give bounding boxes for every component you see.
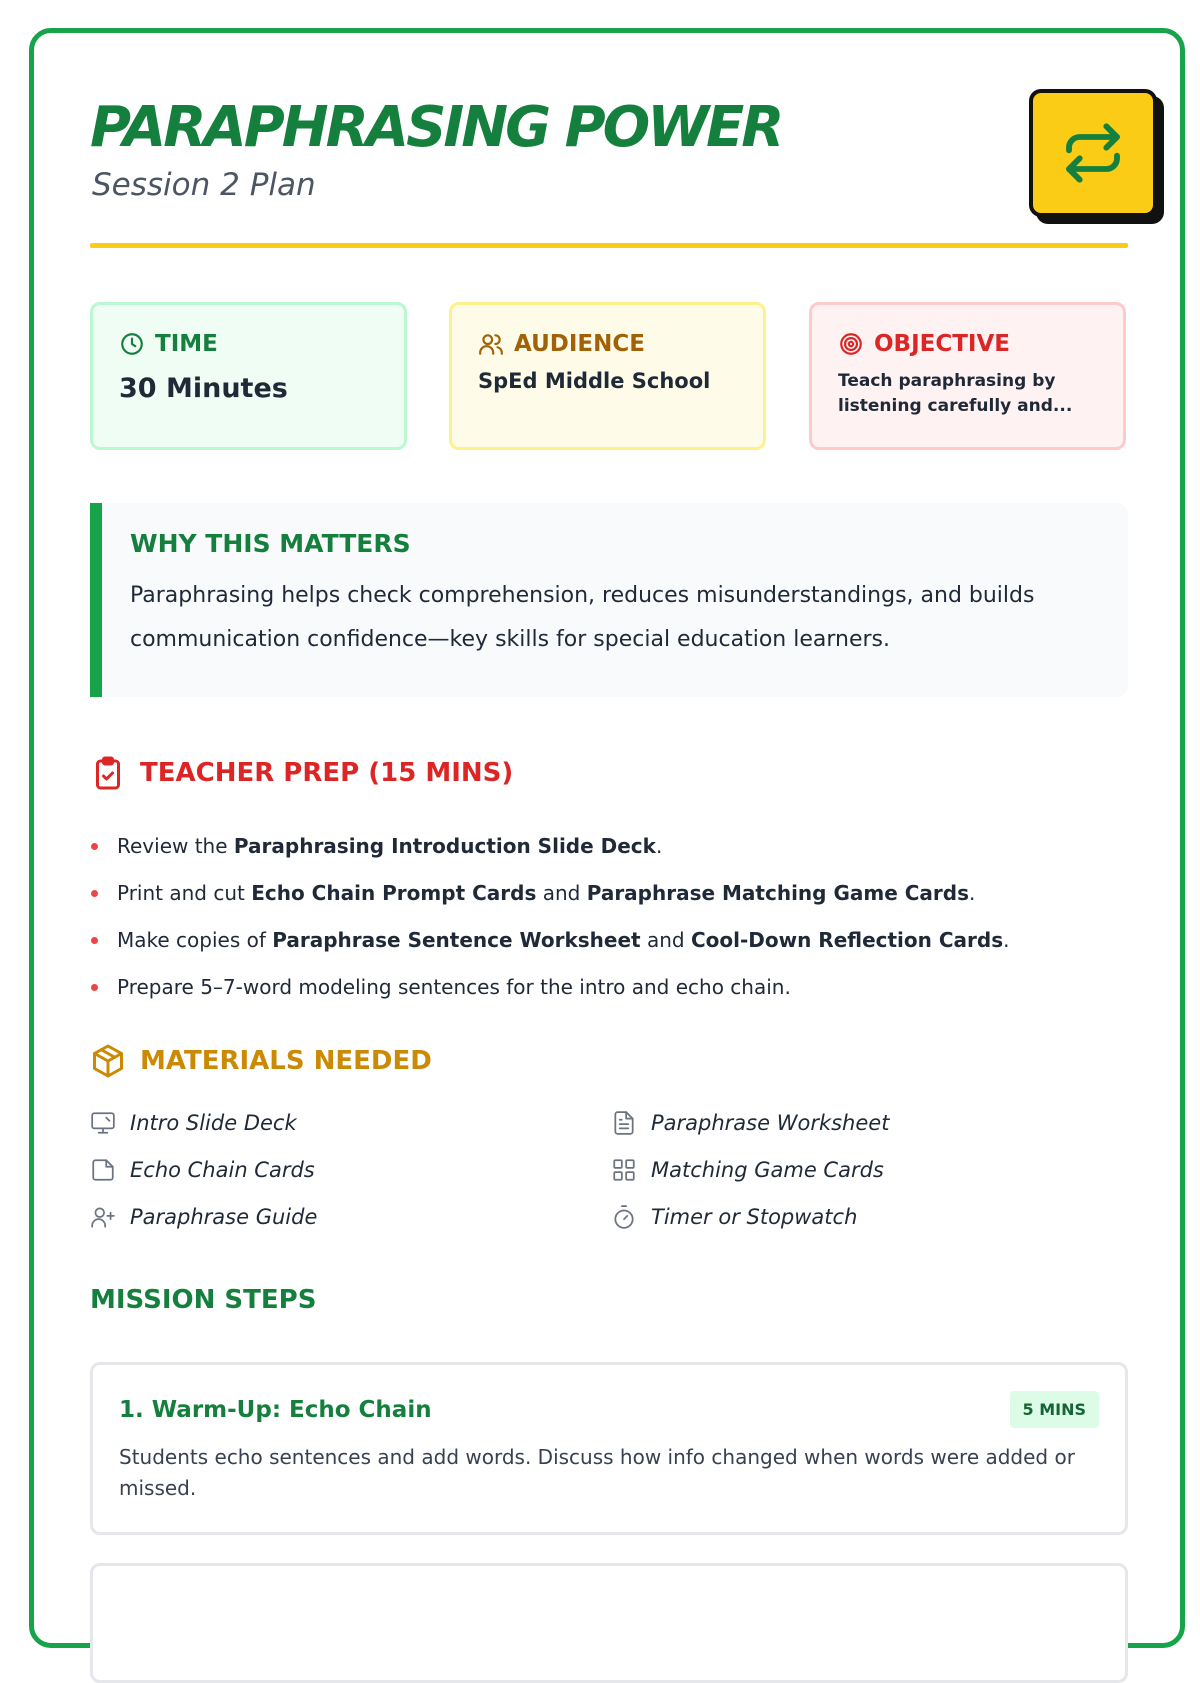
header-divider	[90, 243, 1128, 248]
time-card	[90, 302, 407, 450]
clock-icon	[119, 331, 145, 357]
audience-value: SpEd Middle School	[478, 369, 711, 393]
clipboard-check-icon	[90, 755, 126, 791]
mission-steps-heading	[90, 1285, 316, 1315]
material-item: Paraphrase Guide	[90, 1200, 611, 1233]
mission-step-card-next	[90, 1563, 1128, 1683]
step-description: Students echo sentences and add words. Discuss how info changed when words were added or missed.	[119, 1445, 1075, 1500]
time-value: 30 Minutes	[119, 373, 288, 404]
objective-label: OBJECTIVE	[874, 331, 1010, 357]
time-label: TIME	[155, 331, 218, 357]
material-item: Paraphrase Worksheet	[611, 1106, 1128, 1139]
objective-value: Teach paraphrasing by listening carefully and...	[838, 371, 1073, 416]
audience-card-header	[478, 331, 737, 357]
prep-item: Make copies of Paraphrase Sentence Worksheet and Cool-Down Reflection Cards.	[90, 917, 1009, 964]
why-title: WHY THIS MATTERS	[130, 529, 411, 558]
audience-card	[449, 302, 766, 450]
teacher-prep-title: TEACHER PREP (15 MINS)	[140, 758, 514, 788]
mission-steps-title: MISSION STEPS	[90, 1285, 317, 1315]
materials-title: MATERIALS NEEDED	[140, 1046, 432, 1076]
grid-icon	[611, 1157, 637, 1183]
page-title: PARAPHRASING POWER	[90, 95, 782, 160]
lesson-plan-page	[29, 28, 1185, 1648]
audience-label: AUDIENCE	[514, 331, 645, 357]
why-body: Paraphrasing helps check comprehension, reduces misunderstandings, and builds communication confidence—key skills for special education learners.	[130, 583, 1035, 652]
materials-list	[90, 1106, 1128, 1233]
mission-step-card	[90, 1362, 1128, 1535]
objective-card-header	[838, 331, 1097, 357]
material-item: Matching Game Cards	[611, 1153, 1128, 1186]
teacher-prep-list	[90, 823, 1009, 1011]
timer-icon	[611, 1204, 637, 1230]
users-icon	[478, 331, 504, 357]
page-subtitle: Session 2 Plan	[92, 167, 316, 203]
package-icon	[90, 1043, 126, 1079]
prep-item: Prepare 5–7-word modeling sentences for the intro and echo chain.	[90, 964, 1009, 1011]
prep-item: Print and cut Echo Chain Prompt Cards and Paraphrase Matching Game Cards.	[90, 870, 1009, 917]
material-item: Echo Chain Cards	[90, 1153, 611, 1186]
logo-badge	[1029, 89, 1157, 217]
repeat-arrows-icon	[1061, 121, 1125, 185]
material-item: Intro Slide Deck	[90, 1106, 611, 1139]
file-text-icon	[611, 1110, 637, 1136]
target-icon	[838, 331, 864, 357]
step-header	[119, 1391, 1099, 1428]
materials-heading	[90, 1043, 432, 1079]
prep-item: Review the Paraphrasing Introduction Slide Deck.	[90, 823, 1009, 870]
teacher-prep-heading	[90, 755, 513, 791]
why-this-matters-callout	[90, 503, 1128, 697]
monitor-icon	[90, 1110, 116, 1136]
material-item: Timer or Stopwatch	[611, 1200, 1128, 1233]
sticky-note-icon	[90, 1157, 116, 1183]
step-title: 1. Warm-Up: Echo Chain	[119, 1396, 432, 1423]
step-duration-badge: 5 MINS	[1010, 1391, 1100, 1428]
time-card-header	[119, 331, 378, 357]
user-plus-icon	[90, 1204, 116, 1230]
objective-card	[809, 302, 1126, 450]
